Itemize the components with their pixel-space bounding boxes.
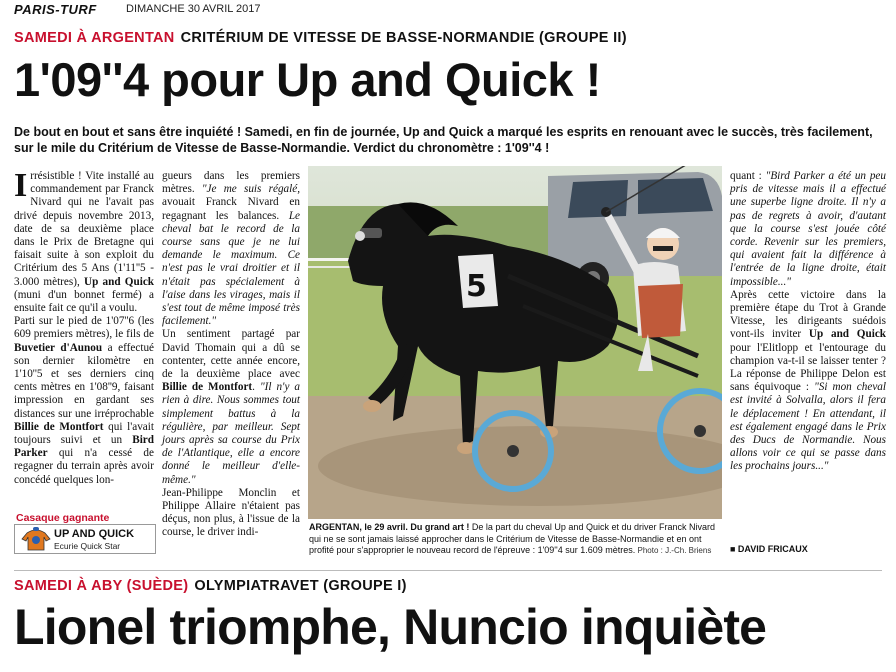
article-lede: De bout en bout et sans être inquiété ! Samedi, en fin de journée, Up and Quick a marqué les esprits en renouant avec le succès, très facilement, sur le mile du Critérium de Vitesse de Basse-Normandie. Verdict du chronomètre : 1'09''4 ! <box>14 125 873 155</box>
race-photo <box>308 166 722 519</box>
caption-bold: ARGENTAN, le 29 avril. Du grand art ! <box>309 522 470 532</box>
text: Parti sur le pied de 1'07''6 (les 609 premiers mètres), le fils de <box>14 315 154 341</box>
caption-text: De la part du cheval Up and Quick et du driver Franck Nivard qui ne se sont jamais laissé approcher dans le Critérium de Vitesse de Basse-Normandie et en ont profité pour s'approprier le nouveau record de l'épreuve : 1'09''4 sur 1.609 mètres. <box>309 522 715 555</box>
text: gueurs dans les premiers mètres. <box>162 170 300 196</box>
paragraph <box>14 167 155 315</box>
harness-race-illustration <box>308 166 722 519</box>
text: avouait Franck Nivard en regagnant les balances. <box>162 196 300 222</box>
casaque-stable-name: Ecurie Quick Star <box>54 541 121 551</box>
photo-credit: Photo : J.-Ch. Briens <box>635 546 712 555</box>
saddle-number: 5 <box>466 269 487 304</box>
paragraph <box>162 328 300 486</box>
article-column-2 <box>162 170 300 540</box>
horse-name: Up and Quick <box>83 275 155 288</box>
text: pour l'Elitlopp et l'entourage du champion va-t-il se laisser tenter ? La réponse de Philippe Delon est sans équivoque : <box>730 341 886 394</box>
drop-cap: I <box>14 167 28 204</box>
article-headline: 1'09''4 pour Up and Quick ! <box>14 53 601 106</box>
kicker-race: OLYMPIATRAVET (GROUPE I) <box>194 578 407 594</box>
quote: Le cheval bat le record de la course sans que je ne lui demande le maximum. Ce n'est pas le vrai droitier et il n'était pas spécialement à l'aise dans les virages, mais il s'est tout de même imposé très facilement." <box>162 209 300 328</box>
jockey-silks-icon <box>19 526 53 552</box>
quote: "Je me suis régalé, <box>201 183 300 196</box>
paragraph <box>14 315 154 487</box>
kicker-race: CRITÉRIUM DE VITESSE DE BASSE-NORMANDIE (GROUPE II) <box>180 30 627 46</box>
text: . <box>252 381 260 394</box>
text: qui n'a cessé de regagner du terrain après avoir concédé quelques lon- <box>14 447 154 486</box>
masthead-logo: PARIS-TURF <box>14 2 97 17</box>
kicker-place: SAMEDI À ARGENTAN <box>14 30 175 46</box>
quote: "Si mon cheval est invité à Solvalla, alors il fera le déplacement ! En attendant, il est également engagé dans le Prix des Ducs de Normandie. Nous allons voir ce qui se passe dans les prochains jours..." <box>730 381 886 473</box>
horse-name: Billie de Montfort <box>162 381 253 394</box>
author-signature: ■ DAVID FRICAUX <box>730 544 808 554</box>
text: Un sentiment partagé par David Thomain qui a dû se contenter, cette année encore, de la deuxième place avec <box>162 328 300 381</box>
masthead-date: DIMANCHE 30 AVRIL 2017 <box>126 3 261 15</box>
text: (muni d'un bonnet fermé) a ensuite fait ce qu'il a voulu. <box>14 288 154 315</box>
casaque-horse-name: UP AND QUICK <box>54 528 135 540</box>
paragraph: Jean-Philippe Monclin et Philippe Allaire n'étaient pas déçus, non plus, à l'issue de la course, le driver indi- <box>162 486 300 539</box>
section-divider <box>14 570 882 571</box>
text: qui l'avait toujours suivi et un <box>14 420 154 447</box>
paragraph <box>730 170 886 289</box>
kicker-place: SAMEDI À ABY (SUÈDE) <box>14 578 189 594</box>
quote: "Il n'y a rien à dire. Nous sommes tout simplement battus à la régulière, par meilleur. Sept jours après sa course du Prix de l'Atlantique, elle a encore donné le meilleur d'elle-même." <box>162 381 300 486</box>
article2-kicker <box>14 578 407 594</box>
paragraph <box>162 170 300 328</box>
article-column-1 <box>14 167 155 487</box>
text: rrésistible ! Vite installé au commandement par Franck Nivard qui ne l'avait pas drivé depuis novembre 2013, date de sa deuxième place dans le Prix de Bretagne qui faisait suite à son exploit du Critérium des 5 Ans (1'11''5 - 3.000 mètres), <box>14 170 154 288</box>
text: a effectué son dernier kilomètre en 1'10''5 et ses derniers cinq cents mètres en 1'08''9, faisant impression en gardant ses distances sur une irréprochable <box>14 341 154 420</box>
photo-caption <box>309 522 727 557</box>
article-column-4 <box>730 170 886 474</box>
casaque-label: Casaque gagnante <box>16 512 110 524</box>
horse-name: Bird Parker <box>14 434 154 460</box>
text: Après cette victoire dans la première étape du Trot à Grande Vitesse, les dirigeants suédois vont-ils inviter <box>730 288 886 341</box>
horse-name: Buvetier d'Aunou <box>14 341 103 354</box>
paragraph <box>730 289 886 474</box>
article-kicker <box>14 30 627 46</box>
article2-headline: Lionel triomphe, Nuncio inquiète <box>14 599 767 655</box>
horse-name: Billie de Montfort <box>14 420 104 433</box>
horse-name: Up and Quick <box>808 328 887 341</box>
text: quant : <box>730 170 766 182</box>
quote: "Bird Parker a été un peu pris de vitesse mais il a effectué une superbe ligne droite. Il n'y a pas de regrets à avoir, d'autant que la course s'est jouée côté corde. Revenir sur les premiers, qui avaient fait la différence à l'entrée de la ligne droite, était impossible..." <box>730 170 886 288</box>
